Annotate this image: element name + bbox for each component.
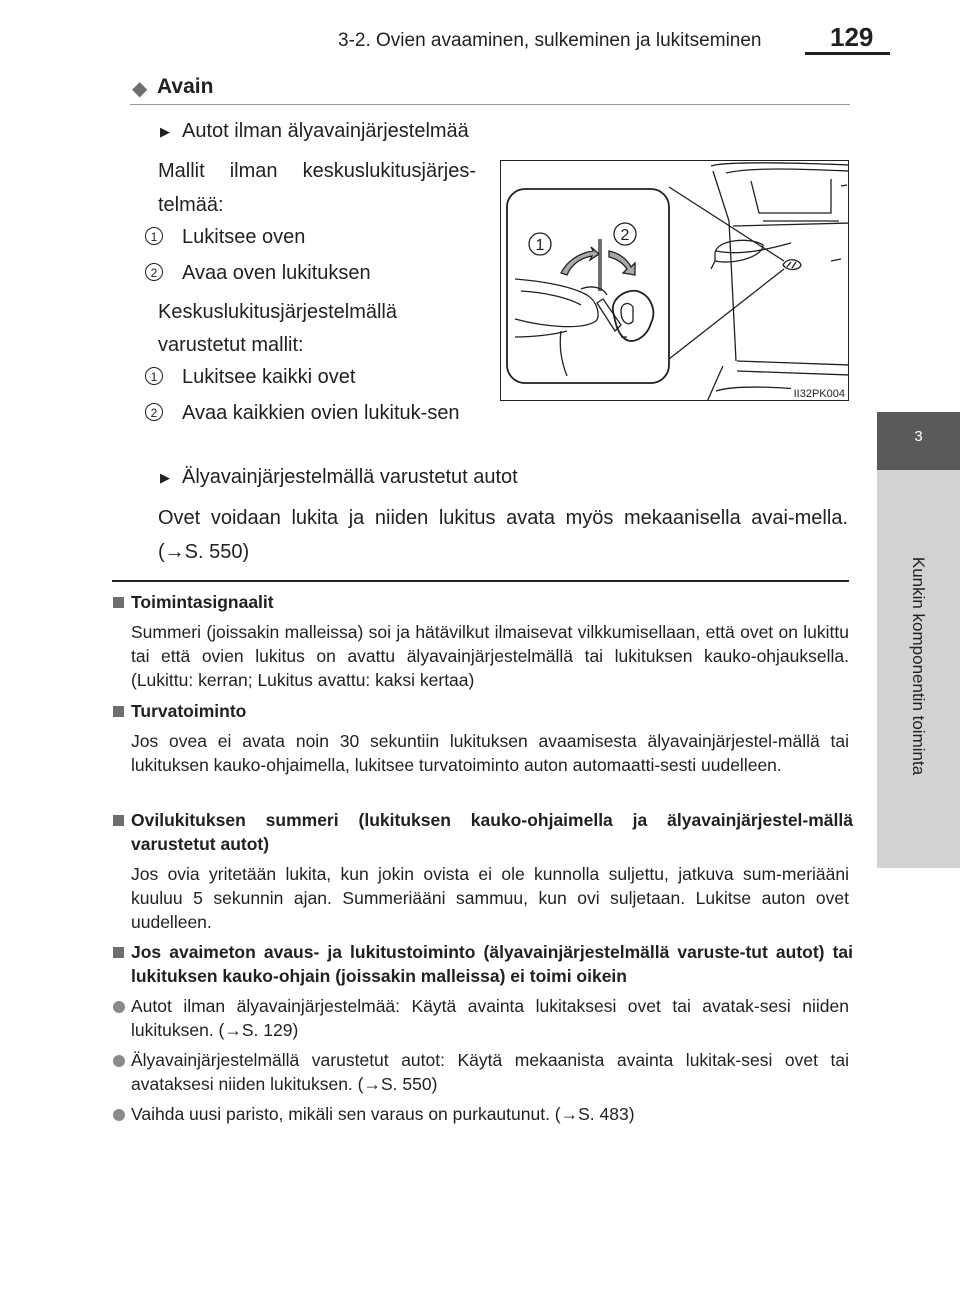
- note-heading: Ovilukituksen summeri (lukituksen kauko-ohjaimella ja älyavainjärjestel-mällä varustetut autot): [131, 810, 853, 854]
- note-bullet: Älyavainjärjestelmällä varustetut autot: Käytä mekaanista avainta lukitak-sesi ovet tai avataksesi niiden lukituksen. (→S. 550): [131, 1050, 849, 1094]
- subheading-smart-key: Älyavainjärjestelmällä varustetut autot: [182, 466, 518, 488]
- central-lock-text: Keskuslukitusjärjestelmällä varustetut mallit:: [158, 301, 397, 356]
- chapter-tab-number: 3: [914, 428, 923, 445]
- round-bullet-icon: [113, 1001, 125, 1013]
- callout-number: 1: [145, 227, 163, 245]
- round-bullet-icon: [113, 1055, 125, 1067]
- note-text: Summeri (joissakin malleissa) soi ja hätävilkut ilmaisevat vilkkumisellaan, että ovet on lukittu tai että ovien lukitus on avattu älyavainjärjestelmällä tai lukituksen kauko-ohjauksella. (Lukittu: kerran; Lukitus avattu: kaksi kertaa): [131, 622, 849, 690]
- figure-callout-2: 2: [620, 227, 630, 244]
- note-heading: Toimintasignaalit: [131, 592, 274, 612]
- square-bullet-icon: [113, 597, 124, 608]
- callout-number: 2: [145, 403, 163, 421]
- square-bullet-icon: [113, 706, 124, 717]
- diamond-icon: ◆: [132, 78, 148, 100]
- figure-callout-1: 1: [535, 237, 545, 254]
- list-item: Avaa oven lukituksen: [182, 262, 371, 284]
- smart-key-text: Ovet voidaan lukita ja niiden lukitus avata myös mekaanisella avai-mella. (→S. 550): [158, 507, 848, 563]
- car-door-svg: [501, 161, 849, 401]
- note-bullet: Autot ilman älyavainjärjestelmää: Käytä avainta lukitaksesi ovet tai avatak-sesi niiden lukituksen. (→S. 129): [131, 996, 849, 1040]
- triangle-bullet-icon: ▶: [160, 124, 170, 139]
- no-central-lock-text: Mallit ilman keskuslukitusjärjes-telmää:: [158, 160, 476, 216]
- notes-divider: [112, 580, 849, 582]
- note-text: Jos ovea ei avata noin 30 sekuntiin lukituksen avaamisesta älyavainjärjestel-mällä tai lukituksen kauko-ohjaimella, lukitsee turvatoiminto auton automaatti-sesti uudelleen.: [131, 731, 849, 775]
- list-item: Lukitsee oven: [182, 226, 306, 248]
- door-key-illustration: [500, 160, 849, 401]
- callout-number: 2: [145, 263, 163, 281]
- note-heading: Turvatoiminto: [131, 701, 247, 721]
- square-bullet-icon: [113, 815, 124, 826]
- note-text: Jos ovia yritetään lukita, kun jokin ovista ei ole kunnolla suljettu, jatkuva sum-meriääni kuuluu 5 sekunnin ajan. Summeriääni sammuu, kun ovi suljetaan. Lukitse auton ovet uudelleen.: [131, 864, 849, 932]
- callout-number: 1: [145, 367, 163, 385]
- chapter-tab-title: Kunkin komponentin toiminta: [909, 556, 928, 776]
- figure-code: II32PK004: [793, 388, 845, 400]
- list-item: Avaa kaikkien ovien lukituk-sen: [182, 402, 460, 424]
- section-title: Avain: [157, 75, 214, 98]
- running-header: 3-2. Ovien avaaminen, sulkeminen ja lukitseminen: [338, 30, 762, 51]
- list-item: Lukitsee kaikki ovet: [182, 366, 356, 388]
- page-number: 129: [830, 22, 874, 52]
- subheading-no-smart-key: Autot ilman älyavainjärjestelmää: [182, 120, 469, 142]
- square-bullet-icon: [113, 947, 124, 958]
- note-bullet: Vaihda uusi paristo, mikäli sen varaus on purkautunut. (→S. 483): [131, 1104, 635, 1124]
- round-bullet-icon: [113, 1109, 125, 1121]
- header-rule: [805, 52, 890, 55]
- triangle-bullet-icon: ▶: [160, 470, 170, 485]
- note-heading: Jos avaimeton avaus- ja lukitustoiminto (älyavainjärjestelmällä varuste-tut autot) tai lukituksen kauko-ohjain (joissakin malleissa) ei toimi oikein: [131, 942, 853, 986]
- section-rule: [130, 104, 850, 105]
